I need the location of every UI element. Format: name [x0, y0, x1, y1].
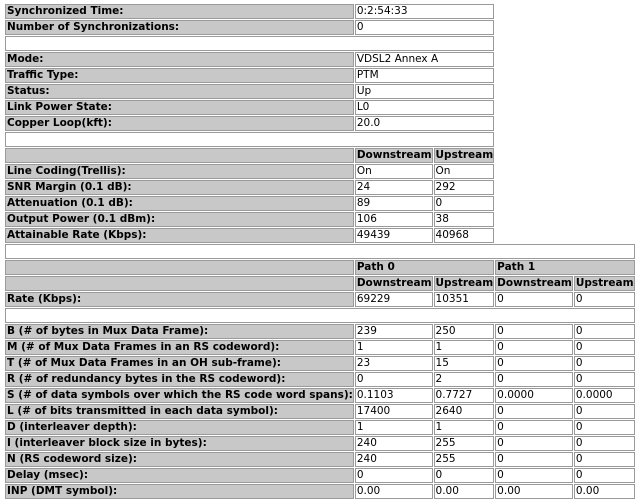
value-synchronized-time: 0:2:54:33 [355, 4, 494, 19]
path-param-row [5, 404, 635, 419]
header-downstream: Downstream [356, 149, 432, 161]
path-param-row [5, 452, 635, 467]
value-path1-downstream: 0 [495, 292, 573, 307]
spacer-cell [5, 132, 494, 147]
path-param-label: L (# of bits transmitted in each data symbol): [5, 404, 354, 419]
value-downstream: 49439 [355, 228, 433, 243]
label-snr-margin: SNR Margin (0.1 dB): [5, 180, 354, 195]
path-header-blank [5, 260, 354, 275]
header-path0-upstream: Upstream [435, 277, 494, 289]
value-path0-downstream: 240 [355, 452, 433, 467]
path-header-row [5, 260, 635, 275]
stat-row-attenuation [5, 196, 635, 211]
value-path0-upstream: 2640 [434, 404, 495, 419]
value-path1-upstream: 0 [574, 292, 635, 307]
value-path0-upstream: 15 [434, 356, 495, 371]
label-rate: Rate (Kbps): [5, 292, 354, 307]
value-path0-upstream: 10351 [434, 292, 495, 307]
label-link-power-state: Link Power State: [5, 100, 354, 115]
stat-row-mode [5, 52, 635, 67]
value-path1-upstream: 0 [574, 356, 635, 371]
spacer-cell [5, 244, 635, 259]
value-path0-downstream: 0 [355, 372, 433, 387]
label-status: Status: [5, 84, 354, 99]
path-param-row [5, 340, 635, 355]
value-path0-downstream: 240 [355, 436, 433, 451]
value-path1-upstream: 0 [574, 340, 635, 355]
path-param-label: B (# of bytes in Mux Data Frame): [5, 324, 354, 339]
path-param-row [5, 420, 635, 435]
value-downstream: 89 [355, 196, 433, 211]
path-param-row [5, 484, 635, 499]
section-divider [5, 244, 635, 259]
direction-header-blank [5, 276, 354, 291]
stat-row-snr-margin [5, 180, 635, 195]
path-param-row [5, 372, 635, 387]
value-upstream: On [434, 164, 495, 179]
value-path0-downstream: 0.00 [355, 484, 433, 499]
label-line-coding: Line Coding(Trellis): [5, 164, 354, 179]
path-param-label: D (interleaver depth): [5, 420, 354, 435]
value-path1-upstream: 0 [574, 436, 635, 451]
value-path0-upstream: 1 [434, 340, 495, 355]
stat-row-copper-loop [5, 116, 635, 131]
section-divider [5, 132, 635, 147]
label-mode: Mode: [5, 52, 354, 67]
path-param-label: R (# of redundancy bytes in the RS codeword): [5, 372, 354, 387]
value-mode: VDSL2 Annex A [355, 52, 494, 67]
line-header-row [5, 148, 635, 163]
path-param-label: INP (DMT symbol): [5, 484, 354, 499]
path-param-label: M (# of Mux Data Frames in an RS codeword): [5, 340, 354, 355]
label-number-of-synchronizations: Number of Synchronizations: [5, 20, 354, 35]
value-path1-downstream: 0 [495, 404, 573, 419]
value-path1-upstream: 0 [574, 452, 635, 467]
path-param-label: S (# of data symbols over which the RS code word spans): [7, 389, 353, 401]
value-downstream: On [355, 164, 433, 179]
label-attenuation: Attenuation (0.1 dB): [5, 196, 354, 211]
section-divider [5, 36, 635, 51]
label-attainable-rate: Attainable Rate (Kbps): [5, 228, 354, 243]
spacer-cell [5, 308, 635, 323]
value-path0-upstream: 0.7727 [434, 388, 495, 403]
line-header-blank [5, 148, 354, 163]
value-path0-upstream: 255 [434, 452, 495, 467]
value-path0-upstream: 2 [434, 372, 495, 387]
path-param-row [5, 436, 635, 451]
value-number-of-synchronizations: 0 [355, 20, 494, 35]
header-path-0: Path 0 [355, 260, 494, 275]
path-param-row [5, 356, 635, 371]
stat-row-output-power [5, 212, 635, 227]
value-path0-downstream: 23 [355, 356, 433, 371]
value-path1-upstream: 0.00 [574, 484, 635, 499]
path-param-row [5, 324, 635, 339]
value-path0-downstream: 0 [355, 468, 433, 483]
value-path0-downstream: 1 [355, 420, 433, 435]
stat-row-line-coding [5, 164, 635, 179]
value-upstream: 40968 [434, 228, 495, 243]
stat-row-traffic-type [5, 68, 635, 83]
value-upstream: 38 [434, 212, 495, 227]
value-path0-upstream: 255 [434, 436, 495, 451]
value-copper-loop: 20.0 [355, 116, 494, 131]
value-link-power-state: L0 [355, 100, 494, 115]
value-path1-downstream: 0 [495, 324, 573, 339]
value-path1-upstream: 0 [574, 372, 635, 387]
value-path0-downstream: 1 [355, 340, 433, 355]
value-path1-downstream: 0 [495, 452, 573, 467]
value-path0-downstream: 239 [355, 324, 433, 339]
value-path1-downstream: 0 [495, 356, 573, 371]
value-path1-upstream: 0 [574, 420, 635, 435]
value-path1-upstream: 0 [574, 324, 635, 339]
stat-row-rate [5, 292, 635, 307]
value-path0-upstream: 0 [434, 468, 495, 483]
value-path0-downstream: 17400 [355, 404, 433, 419]
stat-row-number-of-synchronizations [5, 20, 635, 35]
header-path-1: Path 1 [495, 260, 634, 275]
value-upstream: 0 [434, 196, 495, 211]
value-path1-downstream: 0 [495, 340, 573, 355]
value-path0-upstream: 250 [434, 324, 495, 339]
path-param-label: Delay (msec): [5, 468, 354, 483]
value-path0-upstream: 0.00 [434, 484, 495, 499]
value-path1-upstream: 0 [574, 468, 635, 483]
value-path1-upstream: 0.0000 [574, 388, 635, 403]
label-synchronized-time: Synchronized Time: [5, 4, 354, 19]
value-path1-downstream: 0.0000 [495, 388, 573, 403]
value-path1-downstream: 0.00 [495, 484, 573, 499]
stat-row-attainable-rate [5, 228, 635, 243]
path-parameter-rows [5, 324, 635, 499]
value-path0-downstream: 69229 [355, 292, 433, 307]
value-path1-upstream: 0 [574, 404, 635, 419]
value-downstream: 106 [355, 212, 433, 227]
label-traffic-type: Traffic Type: [5, 68, 354, 83]
value-path1-downstream: 0 [495, 436, 573, 451]
value-path1-downstream: 0 [495, 420, 573, 435]
value-path1-downstream: 0 [495, 372, 573, 387]
value-path1-downstream: 0 [495, 468, 573, 483]
value-downstream: 24 [355, 180, 433, 195]
value-upstream: 292 [434, 180, 495, 195]
path-param-row [5, 468, 635, 483]
header-path1-upstream: Upstream [575, 277, 634, 289]
label-output-power: Output Power (0.1 dBm): [5, 212, 354, 227]
label-copper-loop: Copper Loop(kft): [5, 116, 354, 131]
section-divider [5, 308, 635, 323]
path-param-label: N (RS codeword size): [5, 452, 354, 467]
value-traffic-type: PTM [355, 68, 494, 83]
stat-row-synchronized-time [5, 4, 635, 19]
value-path0-downstream: 0.1103 [355, 388, 433, 403]
header-upstream: Upstream [435, 149, 494, 161]
header-path1-downstream: Downstream [497, 277, 572, 289]
direction-header-row [5, 276, 635, 291]
header-path0-downstream: Downstream [356, 277, 432, 289]
value-status: Up [355, 84, 494, 99]
value-path0-upstream: 1 [434, 420, 495, 435]
path-param-row [5, 388, 635, 403]
stat-row-status [5, 84, 635, 99]
dsl-statistics-table [4, 3, 636, 500]
path-param-label: T (# of Mux Data Frames in an OH sub-frame): [5, 356, 354, 371]
stat-row-link-power-state [5, 100, 635, 115]
spacer-cell [5, 36, 494, 51]
path-param-label: I (interleaver block size in bytes): [5, 436, 354, 451]
